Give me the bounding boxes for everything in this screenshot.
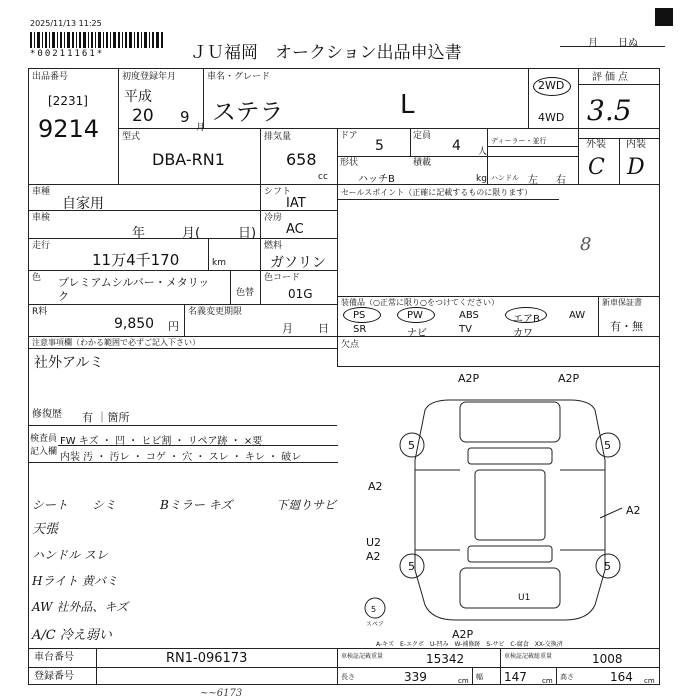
load-unit: kg: [476, 174, 487, 184]
capacity-value: 4: [452, 138, 461, 154]
inspector-interior-items: 内装 汚 ・ 汚レ ・ コゲ ・ 穴 ・ スレ ・ キレ ・ 破レ: [60, 452, 302, 463]
car-damage-diagram: [360, 370, 660, 645]
equip-pw: PW: [407, 310, 423, 321]
mark-a2-right-arrow: [600, 508, 622, 518]
mark-left-rear-u2: U2: [366, 536, 382, 549]
repair-value: 有 ｜箇所: [82, 411, 130, 424]
fuel-label: 燃料: [264, 241, 283, 251]
tire-rear-right-depth: 5: [604, 560, 611, 573]
car-grade: L: [400, 90, 415, 120]
rate2-value: 1008: [592, 652, 623, 666]
shift-label: シフト: [264, 187, 292, 197]
displacement-value: 658: [286, 150, 317, 169]
color-code-value: 01G: [288, 287, 313, 301]
rear-window: [468, 546, 552, 562]
lot-label: 出品番号: [32, 72, 69, 82]
rate1-value: 15342: [426, 652, 465, 666]
tire-rear-left-depth: 5: [408, 560, 415, 573]
equip-leather: カワ: [513, 328, 533, 339]
model-label: 型式: [122, 132, 141, 142]
usage-value: 自家用: [62, 196, 104, 212]
doors-label: ドア: [340, 131, 358, 141]
hw-headliner: 天張: [32, 522, 59, 537]
hood: [460, 402, 560, 442]
warranty-value: 有・無: [610, 320, 643, 333]
inspector-check-label: 検査員: [30, 434, 58, 444]
notes-label: 注意事項欄（わかる範囲で必ずご記入下さい）: [32, 338, 200, 347]
color-value: プレミアムシルバー・メタリック: [58, 276, 210, 303]
mark-front-right: A2P: [558, 372, 580, 385]
form-title: ＪＵ福岡 オークション出品申込書: [190, 43, 462, 63]
first-reg-label: 初度登録年月: [122, 72, 177, 82]
exterior-value: C: [588, 155, 605, 180]
height-unit: cm: [644, 677, 655, 685]
aircon-value: AC: [286, 222, 304, 237]
circle-ps: [343, 307, 381, 323]
height-label: 高さ: [560, 673, 574, 681]
capacity-label: 定員: [413, 131, 432, 141]
width-unit: cm: [542, 677, 553, 685]
capacity-unit: 人: [478, 147, 488, 157]
trunk: [460, 568, 560, 608]
inspection-day-unit: 日): [238, 226, 257, 241]
mark-trunk: U1: [518, 593, 531, 603]
model-value: DBA-RN1: [152, 150, 225, 169]
handle-label: ハンドル: [491, 174, 519, 182]
equip-tv: TV: [459, 324, 472, 335]
hw-underbody: 下廻りサビ: [276, 498, 337, 512]
repair-label: 修復歴: [32, 409, 62, 420]
inspection-label: 車検: [32, 213, 51, 223]
damage-legend: A-キズ E-エクボ U-凹み W-補修跡 S-サビ C-腐食 XX-交換済: [376, 641, 563, 648]
mileage-unit: km: [212, 258, 226, 268]
body-type-label: 形状: [340, 158, 359, 168]
handle-left: 左: [528, 175, 538, 186]
load-label: 積載: [413, 158, 432, 168]
car-label: 車名・グレード: [207, 72, 271, 82]
color-change-label: 色替: [236, 288, 255, 298]
deadline-label: 名義変更期限: [188, 307, 243, 317]
rate2-label: 車検証記載総重量: [504, 653, 553, 660]
length-value: 339: [404, 670, 427, 684]
mileage-value: 11万4千170: [92, 251, 180, 269]
equip-aw: AW: [569, 310, 586, 321]
car-body-outline: [415, 400, 605, 620]
equip-abs: ABS: [459, 310, 479, 321]
mark-front-left: A2P: [458, 372, 480, 385]
length-label: 長さ: [341, 673, 355, 681]
shift-value: IAT: [286, 196, 306, 211]
hw-headlight: Hライト 黄バミ: [32, 574, 118, 588]
mark-left-door: A2: [368, 480, 383, 493]
height-value: 164: [610, 670, 633, 684]
color-label: 色: [32, 273, 42, 283]
inspection-month-unit: 月(: [182, 226, 201, 241]
car-name: ステラ: [212, 98, 284, 126]
fuel-value: ガソリン: [270, 255, 326, 271]
selling-points-label: セールスポイント（正確に記載するものに限ります）: [341, 188, 533, 197]
spare-label: スペア: [366, 621, 385, 628]
mark-right-door: A2: [626, 504, 641, 517]
equip-sr: SR: [353, 324, 367, 335]
hw-seat: シート: [32, 498, 69, 512]
inspector-entry-label: 記入欄: [30, 447, 58, 457]
width-label: 幅: [476, 673, 483, 681]
first-reg-month: 9: [180, 108, 190, 126]
lot-sub-number: [2231]: [48, 94, 88, 108]
notes-content: 社外アルミ: [34, 355, 104, 371]
rate1-label: 車検証記載重量: [341, 653, 384, 660]
hw-stain: シミ: [92, 498, 117, 512]
exterior-label: 外装: [586, 139, 606, 150]
hw-wheels: AW 社外品、キズ: [32, 600, 129, 614]
interior-value: D: [627, 155, 645, 180]
corner-mark: [655, 8, 673, 26]
length-unit: cm: [458, 677, 469, 685]
circle-pw: [397, 307, 435, 323]
width-value: 147: [504, 670, 527, 684]
warranty-label: 新車保証書: [602, 298, 642, 307]
interior-label: 内装: [626, 139, 646, 150]
mileage-label: 走行: [32, 241, 51, 251]
hw-aircon: A/C 冷え弱い: [32, 628, 112, 643]
recycle-value: 9,850: [114, 316, 155, 332]
recycle-unit: 円: [168, 320, 179, 333]
first-reg-year: 20: [132, 106, 154, 126]
circle-airbag: [505, 307, 547, 323]
drive-2wd: 2WD: [538, 79, 565, 92]
deadline-day-unit: 日: [318, 322, 329, 335]
tire-front-right-depth: 5: [604, 439, 611, 452]
barcode-number: *00211161*: [30, 49, 105, 59]
usage-label: 車種: [32, 187, 51, 197]
color-code-label: 色コード: [264, 273, 301, 283]
mark-rear: A2P: [452, 628, 474, 641]
inspector-exterior-items: FW キズ ・ 凹 ・ ヒビ割 ・ リペア跡 ・ ×要: [60, 436, 263, 447]
doors-value: 5: [375, 138, 384, 154]
selling-points-mark: 8: [580, 234, 592, 255]
inspection-year-unit: 年: [132, 226, 146, 241]
lot-number: 9214: [38, 115, 100, 143]
equip-airbag: エアB: [513, 314, 540, 325]
deadline-month-unit: 月: [282, 322, 293, 335]
mark-left-rear-a2: A2: [366, 550, 381, 563]
windshield: [468, 448, 552, 464]
body-type-value: ハッチB: [358, 174, 395, 185]
equip-navi: ナビ: [407, 328, 427, 339]
chassis-value: RN1-096173: [166, 651, 248, 666]
reg-number-label: 登録番号: [34, 671, 74, 682]
handle-right: 右: [556, 175, 566, 186]
tire-front-left-depth: 5: [408, 439, 415, 452]
equip-ps: PS: [353, 310, 366, 321]
first-reg-month-unit: 月: [196, 123, 206, 133]
score-label: 評価点: [592, 72, 631, 83]
aircon-label: 冷房: [264, 213, 283, 223]
drive-4wd: 4WD: [538, 111, 565, 124]
first-reg-era: 平成: [124, 89, 152, 105]
displacement-label: 排気量: [264, 132, 292, 142]
hw-steering: ハンドル スレ: [32, 548, 108, 562]
recycle-label: R料: [32, 307, 48, 317]
tire-spare-depth: 5: [371, 605, 377, 614]
score-value: 3.5: [587, 94, 632, 127]
date-fields: 月 日ぬ: [588, 38, 638, 49]
dealer-label: ディーラー・並行: [491, 137, 547, 145]
equipment-label: 装備品（○正常に限り○をつけてください）: [341, 298, 499, 307]
bottom-scribble: ~~6173: [200, 688, 243, 699]
defects-label: 欠点: [341, 340, 360, 350]
timestamp: 2025/11/13 11:25: [30, 19, 102, 28]
displacement-unit: cc: [318, 172, 328, 182]
roof: [475, 470, 545, 540]
hw-mirror: Bミラー キズ: [160, 498, 233, 512]
chassis-label: 車台番号: [34, 652, 74, 663]
